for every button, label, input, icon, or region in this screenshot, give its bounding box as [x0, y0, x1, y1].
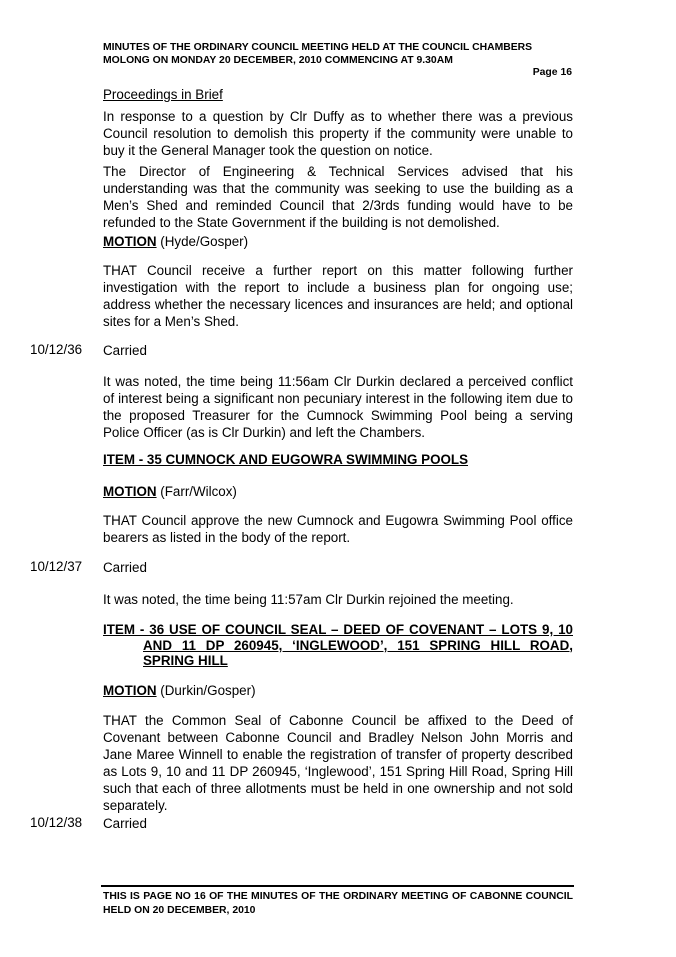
proceedings-paragraph-1: In response to a question by Clr Duffy as to whether there was a previous Council resolution to demolish this property if the community were unable to buy it the General Manager took the question on notice. [103, 109, 573, 158]
rejoin-note: It was noted, the time being 11:57am Clr Durkin rejoined the meeting. [103, 592, 514, 607]
motion-label: MOTION [103, 234, 157, 249]
motion-label: MOTION [103, 683, 157, 698]
proceedings-heading: Proceedings in Brief [103, 87, 223, 102]
proceedings-paragraph-2: The Director of Engineering & Technical Services advised that his understanding was that the community was seeking to use the building as a Men’s Shed and reminded Council that 2/3rds funding would have to be refunded to the State Government if the building is not demolished. [103, 164, 573, 230]
resolution-number: 10/12/36 [30, 342, 83, 357]
motion-1-heading [103, 233, 573, 250]
motion-1-text: THAT Council receive a further report on this matter following further investigation with the report to include a business plan for ongoing use; address whether the necessary licences and insurances are held; and optional sites for a Men’s Shed. [103, 263, 573, 329]
footer-rule [101, 885, 574, 887]
resolution-number: 10/12/38 [30, 815, 83, 830]
motion-result: Carried [103, 816, 147, 831]
page-number: Page 16 [532, 67, 572, 78]
page-header-title: MINUTES OF THE ORDINARY COUNCIL MEETING HELD AT THE COUNCIL CHAMBERS MOLONG ON MONDAY 20 DECEMBER, 2010 COMMENCING AT 9.30AM [103, 42, 533, 66]
resolution-number: 10/12/37 [30, 559, 83, 574]
motion-result: Carried [103, 343, 147, 358]
motion-result: Carried [103, 560, 147, 575]
item-36-motion-heading [103, 682, 573, 699]
conflict-note: It was noted, the time being 11:56am Clr Durkin declared a perceived conflict of interest being a significant non pecuniary interest in the following item due to the proposed Treasurer for the Cumnock Swimming Pool being a serving Police Officer (as is Clr Durkin) and left the Chambers. [103, 374, 573, 440]
item-35-motion-heading [103, 483, 573, 500]
motion-movers: (Hyde/Gosper) [156, 234, 249, 249]
motion-movers: (Durkin/Gosper) [156, 683, 256, 698]
item-35-motion-text: THAT Council approve the new Cumnock and Eugowra Swimming Pool office bearers as listed in the body of the report. [103, 513, 573, 545]
motion-label: MOTION [103, 484, 157, 499]
motion-movers: (Farr/Wilcox) [156, 484, 237, 499]
page-footer: THIS IS PAGE NO 16 OF THE MINUTES OF THE ORDINARY MEETING OF CABONNE COUNCIL HELD ON 20 DECEMBER, 2010 [103, 891, 573, 916]
item-35-title: ITEM - 35 CUMNOCK AND EUGOWRA SWIMMING POOLS [103, 452, 469, 467]
item-36-motion-text: THAT the Common Seal of Cabonne Council be affixed to the Deed of Covenant between Cabonne Council and Bradley Nelson John Morris and Jane Maree Winnell to enable the registration of transfer of property described as Lots 9, 10 and 11 DP 260945, ‘Inglewood’, 151 Spring Hill Road, Spring Hill such that each of three allotments must be held in one ownership and not sold separately. [103, 713, 573, 813]
item-36-title: ITEM - 36 USE OF COUNCIL SEAL – DEED OF COVENANT – LOTS 9, 10 AND 11 DP 260945, ‘INGLEWOOD’, 151 SPRING HILL ROAD, SPRING HILL [103, 622, 573, 668]
